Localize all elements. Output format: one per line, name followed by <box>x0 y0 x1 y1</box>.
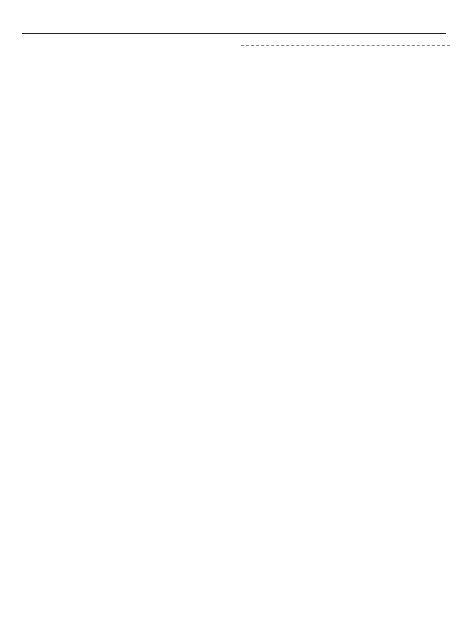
right-column <box>241 42 451 634</box>
page-break-rule <box>241 45 451 46</box>
page-header <box>0 0 468 34</box>
header-rule <box>22 33 446 34</box>
body-columns <box>20 42 450 634</box>
left-column <box>20 42 230 634</box>
